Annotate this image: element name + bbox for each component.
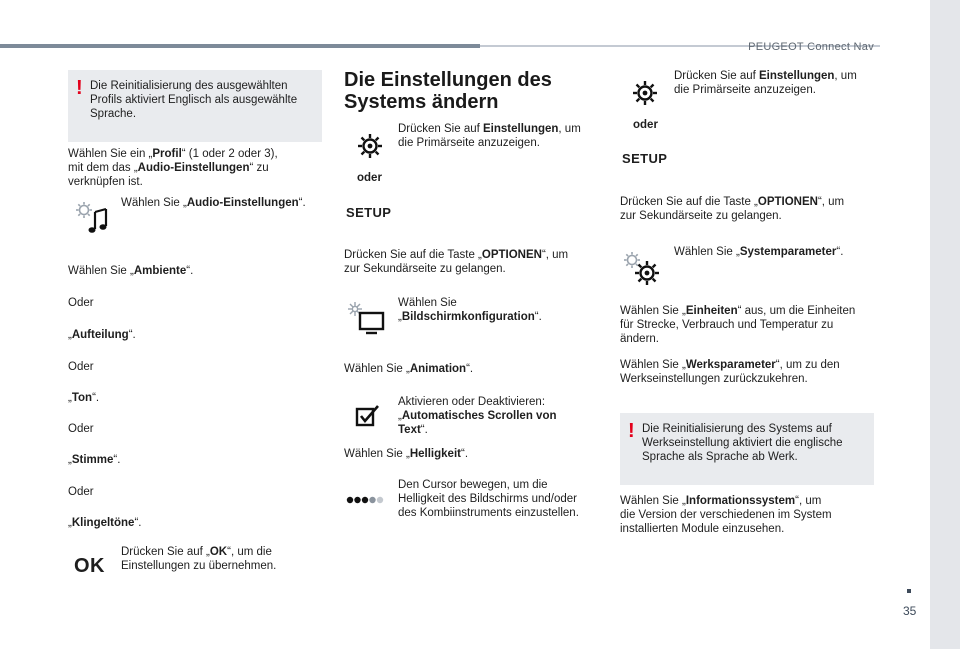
oder-label-2: oder: [633, 119, 658, 131]
ton-text: „Ton“.: [68, 392, 100, 404]
warning-icon: !: [628, 420, 635, 442]
cursor-text: Den Cursor bewegen, um die Helligkeit des Bildschirms und/oder des Kombiinstruments einzustellen.: [398, 479, 579, 519]
ambiente-text: Wählen Sie „Ambiente“.: [68, 265, 194, 277]
animation-text: Wählen Sie „Animation“.: [344, 363, 474, 375]
ok-text: Drücken Sie auf „OK“, um die Einstellungen zu übernehmen.: [121, 546, 277, 572]
ok-button-label: OK: [74, 555, 105, 577]
units-text: Wählen Sie „Einheiten“ aus, um die Einheiten für Strecke, Verbrauch und Temperatur zu ändern.: [620, 305, 856, 345]
klingeltoene-text: „Klingeltöne“.: [68, 517, 142, 529]
oder-text-4: Oder: [68, 486, 94, 498]
press-settings-text-2: Drücken Sie auf Einstellungen, um die Primärseite anzuzeigen.: [674, 70, 857, 96]
gear-icon: [631, 79, 659, 107]
stimme-text: „Stimme“.: [68, 454, 121, 466]
screen-icon: [346, 300, 386, 336]
brightness-text: Wählen Sie „Helligkeit“.: [344, 448, 469, 460]
systemparam-text: Wählen Sie „Systemparameter“.: [674, 246, 844, 258]
brightness-dots-icon: [346, 495, 386, 505]
gear-icon: [76, 202, 92, 218]
warning-icon: !: [76, 77, 83, 99]
oder-text-3: Oder: [68, 423, 94, 435]
warning-note-text: Die Reinitialisierung des ausgewählten Profils aktiviert Englisch als ausgewählte Sprache.: [90, 80, 298, 120]
audio-settings-icon: [74, 200, 110, 236]
system-settings-icon: [622, 250, 662, 288]
side-strip: [930, 0, 960, 649]
page-number: 35: [903, 604, 917, 618]
info-system-text: Wählen Sie „Informationssystem“, um die Version der verschiedenen im System installierten Module einzusehen.: [620, 495, 832, 535]
header-rule-dark: [0, 44, 480, 48]
oder-text-1: Oder: [68, 297, 94, 309]
options-text-2: Drücken Sie auf die Taste „OPTIONEN“, um zur Sekundärseite zu gelangen.: [620, 196, 845, 222]
checkbox-icon: [355, 403, 381, 427]
gear-icon: [624, 252, 640, 268]
gear-icon: [356, 132, 384, 160]
warning-note-profile: [68, 70, 322, 142]
section-end-mark: [907, 589, 911, 593]
press-settings-text: Drücken Sie auf Einstellungen, um die Primärseite anzuzeigen.: [398, 123, 581, 149]
setup-button-label-2: SETUP: [622, 151, 668, 166]
autoscroll-text: Aktivieren oder Deaktivieren: „Automatisches Scrollen von Text“.: [398, 396, 557, 436]
warning-note-factory: [620, 413, 874, 485]
music-note-icon: [89, 209, 107, 233]
profile-paragraph: Wählen Sie ein „Profil“ (1 oder 2 oder 3), mit dem das „Audio-Einstellungen“ zu verknüpfen ist.: [68, 148, 278, 188]
section-title: Die Einstellungen des Systems ändern: [344, 69, 552, 113]
oder-label: oder: [357, 172, 382, 184]
factory-text: Wählen Sie „Werksparameter“, um zu den Werkseinstellungen zurückzukehren.: [620, 359, 840, 385]
page-header-title: PEUGEOT Connect Nav: [748, 41, 874, 53]
screen-config-text: Wählen Sie „Bildschirmkonfiguration“.: [398, 297, 542, 323]
warning-note-factory-text: Die Reinitialisierung des Systems auf Werkseinstellung aktiviert die englische Sprache als Sprache ab Werk.: [642, 423, 843, 463]
aufteilung-text: „Aufteilung“.: [68, 329, 136, 341]
oder-text-2: Oder: [68, 361, 94, 373]
options-text: Drücken Sie auf die Taste „OPTIONEN“, um zur Sekundärseite zu gelangen.: [344, 249, 569, 275]
audio-settings-text: Wählen Sie „Audio-Einstellungen“.: [121, 197, 306, 209]
setup-button-label: SETUP: [346, 205, 392, 220]
